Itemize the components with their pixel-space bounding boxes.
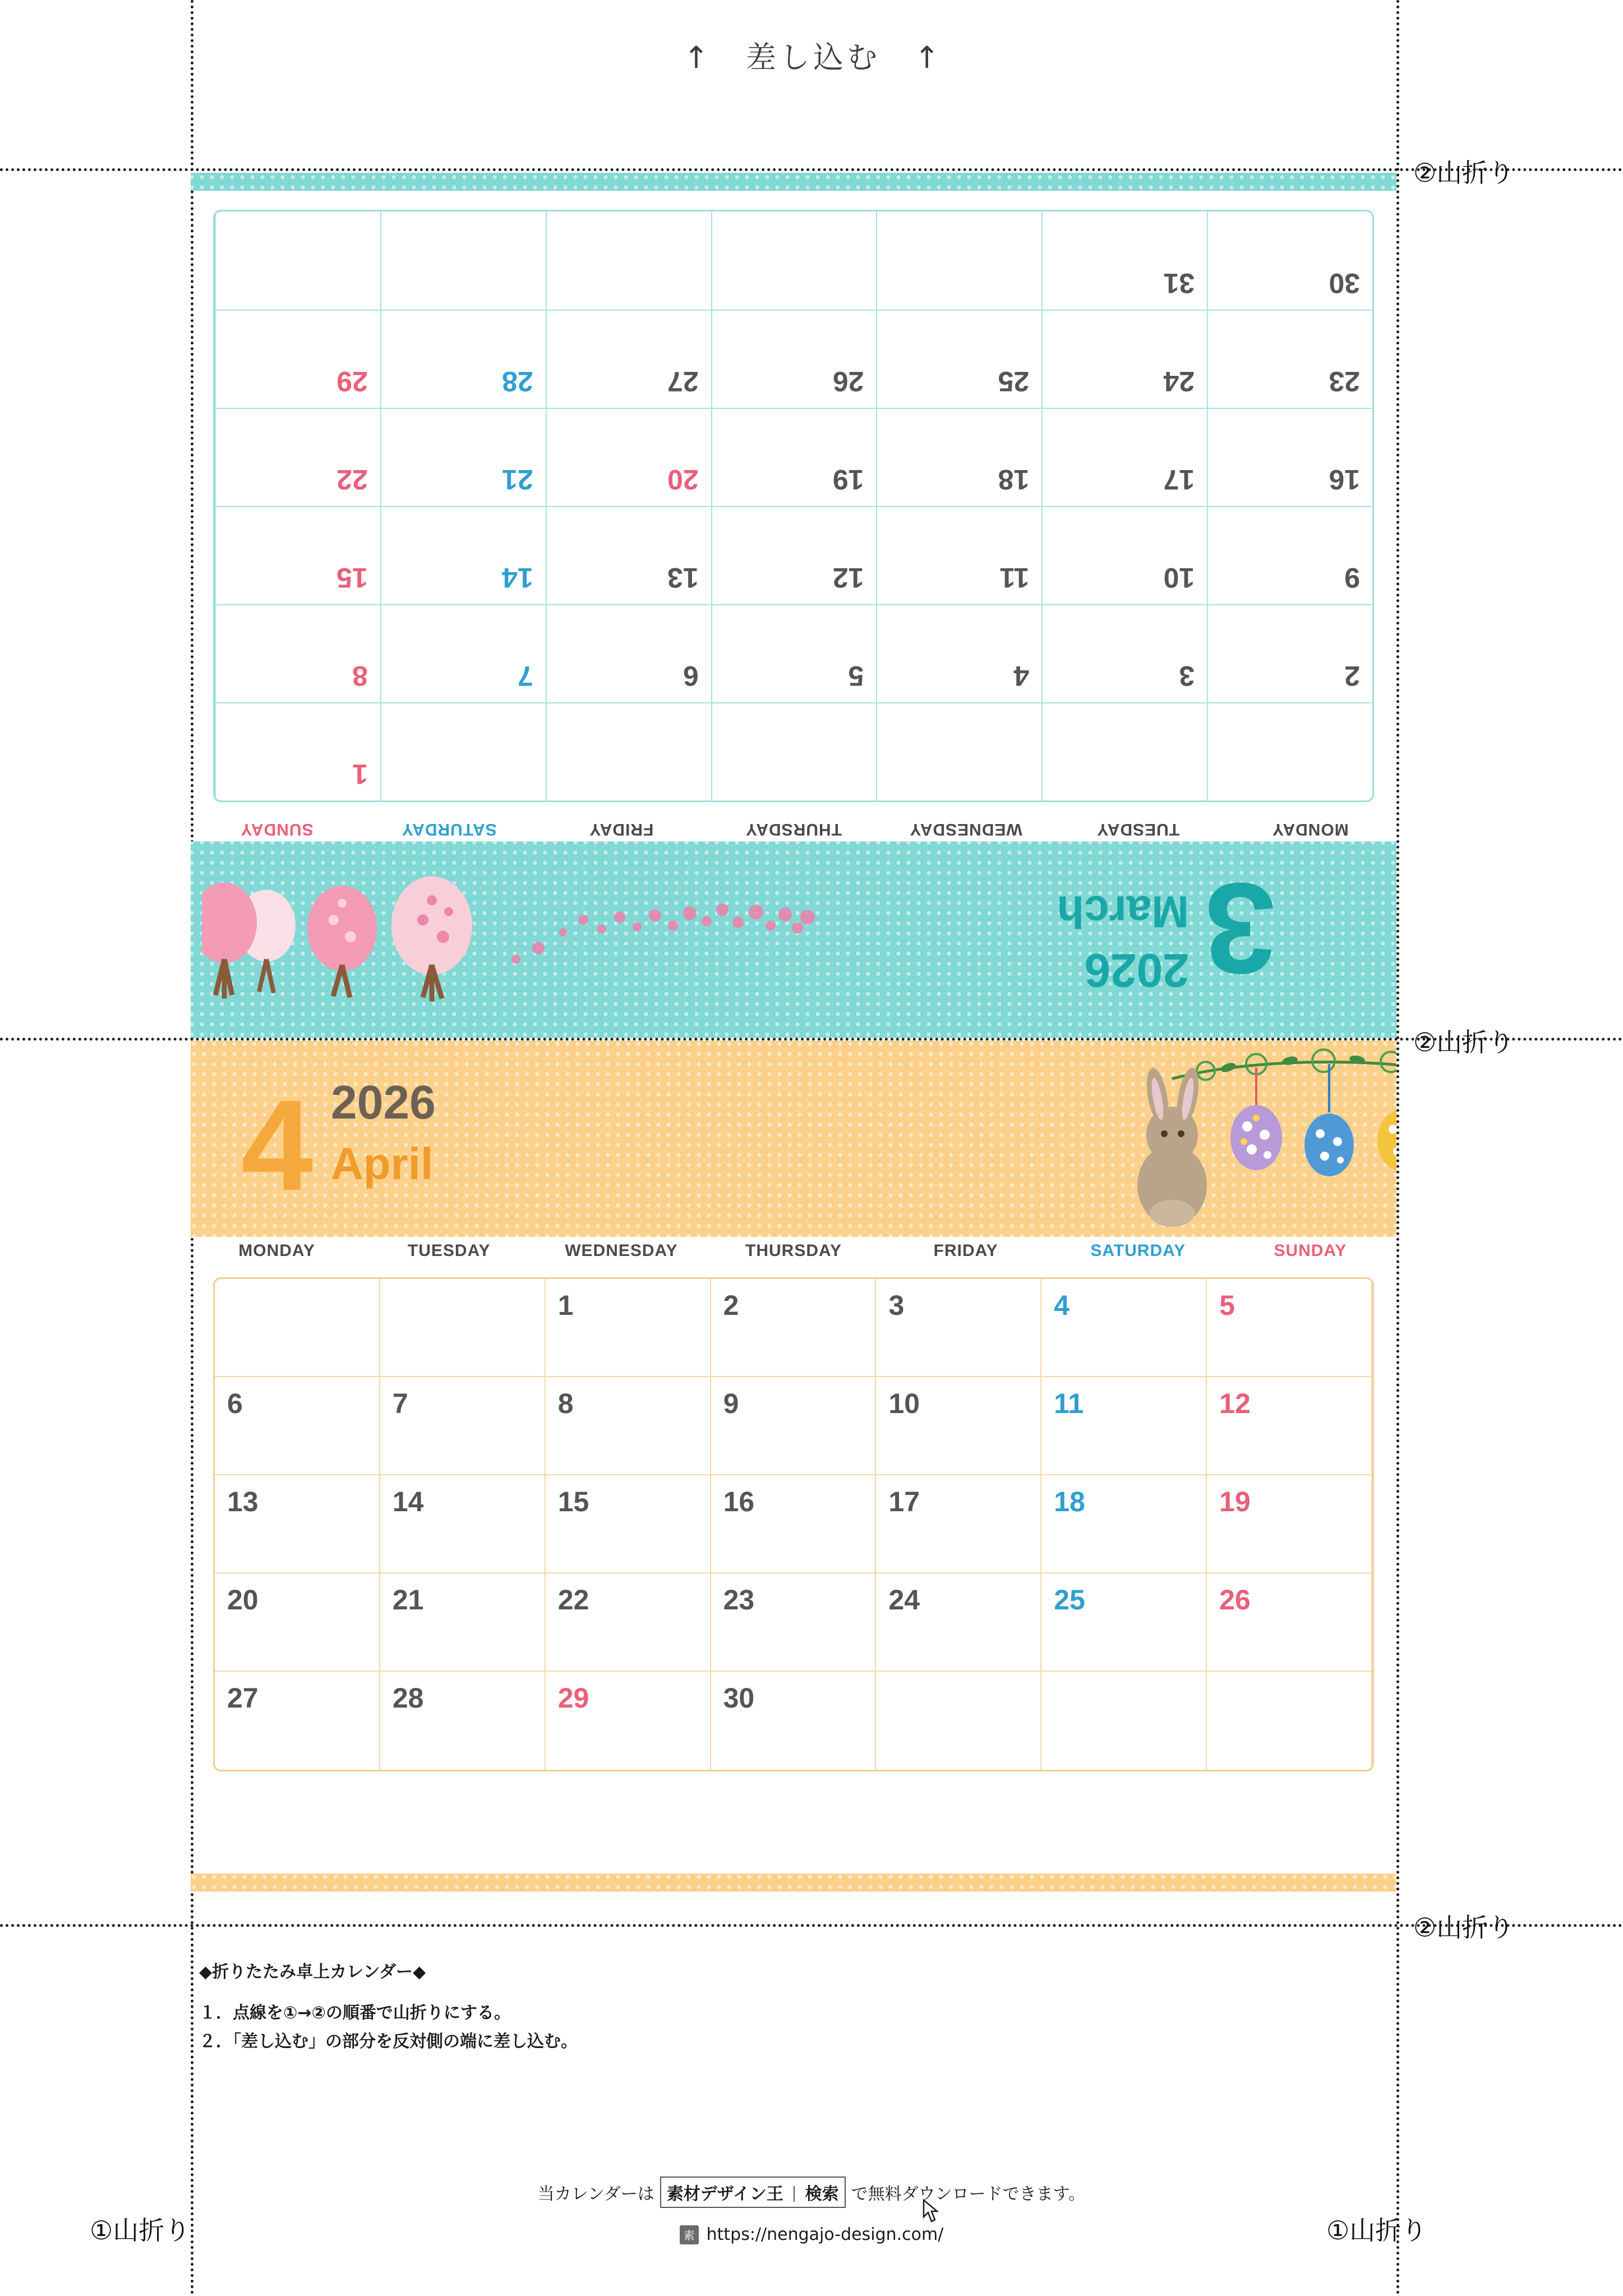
calendar-week-row xyxy=(215,1279,1372,1377)
calendar-week-row xyxy=(215,211,1372,310)
calendar-week-row xyxy=(215,1573,1372,1672)
day-number: 10 xyxy=(1163,562,1195,593)
day-cell[interactable] xyxy=(1041,1573,1207,1672)
day-cell[interactable] xyxy=(215,1573,380,1672)
day-number: 13 xyxy=(667,562,699,593)
day-cell[interactable] xyxy=(380,1377,546,1475)
day-number: 31 xyxy=(1163,268,1195,299)
month-name-april: April xyxy=(331,1139,434,1189)
day-cell[interactable] xyxy=(215,1279,380,1377)
cherry-blossom-decoration-icon xyxy=(202,847,875,1032)
day-number: 8 xyxy=(557,1388,574,1419)
day-number: 4 xyxy=(1013,660,1030,692)
instructions-line-1: １．点線を①→②の順番で山折りにする。 xyxy=(199,2003,511,2023)
search-keyword-box xyxy=(660,2177,846,2208)
day-number: 11 xyxy=(999,562,1030,593)
fold-label-lower: ②山折り xyxy=(1413,1912,1514,1943)
day-number: 15 xyxy=(557,1486,589,1517)
day-cell[interactable] xyxy=(546,310,711,408)
fold-label-top: ②山折り xyxy=(1413,158,1514,188)
day-cell[interactable] xyxy=(546,506,711,604)
weekday-label: TUESDAY xyxy=(407,1241,491,1260)
day-cell[interactable] xyxy=(1041,408,1207,506)
day-number: 17 xyxy=(888,1486,920,1517)
day-cell[interactable] xyxy=(215,310,380,408)
insert-instruction-text: ↑ 差し込む ↑ xyxy=(683,40,943,75)
day-number: 22 xyxy=(336,464,368,495)
day-cell[interactable] xyxy=(876,211,1041,310)
day-cell[interactable] xyxy=(1041,1672,1207,1770)
calendar-week-row xyxy=(215,408,1372,506)
day-cell[interactable] xyxy=(1207,211,1372,310)
calendar-week-row xyxy=(215,506,1372,604)
day-cell[interactable] xyxy=(711,702,877,800)
day-cell[interactable] xyxy=(380,1573,546,1672)
divider xyxy=(794,2186,795,2202)
day-number: 24 xyxy=(1163,366,1195,397)
site-favicon-icon: 素 xyxy=(680,2225,699,2244)
day-cell[interactable] xyxy=(380,1279,546,1377)
day-number: 15 xyxy=(336,562,368,593)
day-number: 21 xyxy=(502,464,533,495)
day-number: 5 xyxy=(1219,1290,1235,1321)
day-number: 30 xyxy=(723,1682,755,1714)
day-number: 29 xyxy=(557,1682,589,1714)
day-number: 9 xyxy=(723,1388,739,1419)
calendar-week-row xyxy=(215,1377,1372,1475)
weekday-label: SATURDAY xyxy=(401,820,497,839)
day-cell[interactable] xyxy=(876,310,1041,408)
instructions-title: ◆折りたたみ卓上カレンダー◆ xyxy=(199,1962,426,1982)
calendar-week-row xyxy=(215,702,1372,800)
day-cell[interactable] xyxy=(1207,506,1372,604)
day-number: 6 xyxy=(227,1388,243,1419)
mouse-cursor-icon xyxy=(923,2199,942,2224)
day-number: 9 xyxy=(1344,562,1360,593)
day-number: 1 xyxy=(352,758,368,790)
search-keyword-text: 素材デザイン王 xyxy=(666,2184,783,2204)
day-number: 16 xyxy=(1329,464,1360,495)
day-cell[interactable] xyxy=(1041,702,1207,800)
search-button-label: 検索 xyxy=(805,2184,839,2204)
day-number: 11 xyxy=(1054,1388,1084,1419)
day-cell[interactable] xyxy=(546,1475,711,1573)
calendar-week-row xyxy=(215,310,1372,408)
footer-url[interactable]: https://nengajo-design.com/ xyxy=(706,2225,944,2244)
calendar-grid-april xyxy=(213,1277,1374,1772)
day-cell[interactable] xyxy=(1041,1475,1207,1573)
fold-label-bottom-left: ①山折り xyxy=(90,2215,191,2246)
day-cell[interactable] xyxy=(546,1573,711,1672)
month-year-march: 2026 xyxy=(1084,944,1189,997)
weekday-header-row-march xyxy=(191,804,1396,839)
day-number: 12 xyxy=(832,562,864,593)
day-number: 7 xyxy=(392,1388,408,1419)
day-cell[interactable] xyxy=(1041,1377,1207,1475)
instructions-block xyxy=(199,1958,1209,2056)
day-number: 14 xyxy=(392,1486,424,1517)
day-cell[interactable] xyxy=(711,506,877,604)
day-cell[interactable] xyxy=(1207,1573,1372,1672)
day-cell[interactable] xyxy=(876,506,1041,604)
day-cell[interactable] xyxy=(876,408,1041,506)
calendar-grid-march xyxy=(213,210,1374,802)
day-number: 28 xyxy=(392,1682,424,1714)
footer xyxy=(0,2177,1623,2244)
day-number: 29 xyxy=(336,366,368,397)
month-footer-strip-march xyxy=(191,173,1396,191)
day-cell[interactable] xyxy=(711,1279,877,1377)
footer-prefix: 当カレンダーは xyxy=(537,2184,654,2204)
day-cell[interactable] xyxy=(876,1279,1041,1377)
day-number: 19 xyxy=(832,464,864,495)
fold-guide-vertical-right xyxy=(1396,0,1399,2296)
day-number: 25 xyxy=(998,366,1030,397)
day-number: 14 xyxy=(502,562,533,593)
day-cell[interactable] xyxy=(1207,310,1372,408)
day-cell[interactable] xyxy=(1207,604,1372,702)
day-cell[interactable] xyxy=(1207,1279,1372,1377)
weekday-label: MONDAY xyxy=(238,1241,315,1260)
month-header-band-march xyxy=(191,841,1396,1038)
month-year-april: 2026 xyxy=(331,1076,436,1129)
day-cell[interactable] xyxy=(215,211,380,310)
month-number-april: 4 xyxy=(241,1073,313,1217)
day-number: 2 xyxy=(1344,660,1360,692)
day-cell[interactable] xyxy=(380,408,546,506)
day-number: 23 xyxy=(1329,366,1360,397)
month-number-march: 3 xyxy=(1204,857,1276,1001)
day-cell[interactable] xyxy=(1041,1279,1207,1377)
calendar-week-row xyxy=(215,604,1372,702)
weekday-label: FRIDAY xyxy=(933,1241,998,1260)
day-cell[interactable] xyxy=(380,506,546,604)
day-cell[interactable] xyxy=(380,1475,546,1573)
day-number: 16 xyxy=(723,1486,755,1517)
month-panel-april xyxy=(191,1041,1396,1927)
weekday-header-row-april xyxy=(191,1241,1396,1276)
day-number: 2 xyxy=(723,1290,739,1321)
weekday-label: FRIDAY xyxy=(589,820,654,839)
weekday-label: THURSDAY xyxy=(745,820,842,839)
day-cell[interactable] xyxy=(711,1573,877,1672)
day-cell[interactable] xyxy=(1041,211,1207,310)
day-cell[interactable] xyxy=(1207,1672,1372,1770)
day-cell[interactable] xyxy=(711,604,877,702)
weekday-label: THURSDAY xyxy=(745,1241,842,1260)
day-cell[interactable] xyxy=(380,310,546,408)
footer-suffix: で無料ダウンロードできます。 xyxy=(851,2184,1086,2204)
day-cell[interactable] xyxy=(711,310,877,408)
day-number: 18 xyxy=(1054,1486,1085,1517)
day-number: 5 xyxy=(848,660,864,692)
day-number: 18 xyxy=(998,464,1030,495)
weekday-label: SUNDAY xyxy=(240,820,313,839)
day-cell[interactable] xyxy=(546,408,711,506)
day-cell[interactable] xyxy=(380,1672,546,1770)
day-cell[interactable] xyxy=(546,604,711,702)
weekday-label: SATURDAY xyxy=(1090,1241,1186,1260)
day-number: 7 xyxy=(517,660,533,692)
day-number: 12 xyxy=(1219,1388,1251,1419)
day-cell[interactable] xyxy=(711,1377,877,1475)
day-cell[interactable] xyxy=(1207,1377,1372,1475)
day-number: 13 xyxy=(227,1486,259,1517)
weekday-label: SUNDAY xyxy=(1274,1241,1347,1260)
day-number: 22 xyxy=(557,1584,589,1616)
day-number: 4 xyxy=(1054,1290,1070,1321)
day-number: 8 xyxy=(352,660,368,692)
day-number: 26 xyxy=(832,366,864,397)
day-cell[interactable] xyxy=(711,1475,877,1573)
instructions-line-2: ２．「差し込む」の部分を反対側の端に差し込む。 xyxy=(199,2032,578,2051)
day-cell[interactable] xyxy=(380,702,546,800)
day-cell[interactable] xyxy=(380,211,546,310)
day-number: 17 xyxy=(1163,464,1195,495)
day-cell[interactable] xyxy=(711,408,877,506)
day-number: 3 xyxy=(1179,660,1195,692)
fold-label-bottom-right: ①山折り xyxy=(1326,2215,1427,2246)
fold-label-middle: ②山折り xyxy=(1413,1027,1514,1057)
day-cell[interactable] xyxy=(1207,408,1372,506)
day-cell[interactable] xyxy=(1207,702,1372,800)
month-name-march: March xyxy=(1057,887,1189,937)
day-cell[interactable] xyxy=(876,702,1041,800)
day-cell[interactable] xyxy=(380,604,546,702)
day-cell[interactable] xyxy=(546,702,711,800)
weekday-label: TUESDAY xyxy=(1096,820,1180,839)
calendar-week-row xyxy=(215,1475,1372,1573)
day-cell[interactable] xyxy=(876,1672,1041,1770)
day-cell[interactable] xyxy=(711,211,877,310)
weekday-label: WEDNESDAY xyxy=(565,1241,678,1260)
day-number: 26 xyxy=(1219,1584,1251,1616)
day-cell[interactable] xyxy=(1207,1475,1372,1573)
day-cell[interactable] xyxy=(215,506,380,604)
day-cell[interactable] xyxy=(1041,506,1207,604)
day-cell[interactable] xyxy=(1041,604,1207,702)
month-footer-strip-april xyxy=(191,1874,1396,1892)
day-cell[interactable] xyxy=(876,604,1041,702)
day-cell[interactable] xyxy=(1041,310,1207,408)
day-cell[interactable] xyxy=(876,1377,1041,1475)
day-number: 6 xyxy=(683,660,699,692)
day-number: 30 xyxy=(1329,268,1360,299)
day-number: 27 xyxy=(227,1682,259,1714)
day-number: 20 xyxy=(227,1584,259,1616)
day-cell[interactable] xyxy=(711,1672,877,1770)
day-number: 28 xyxy=(502,366,533,397)
day-number: 25 xyxy=(1054,1584,1085,1616)
day-cell[interactable] xyxy=(215,1672,380,1770)
month-header-band-april xyxy=(191,1041,1396,1237)
day-cell[interactable] xyxy=(546,211,711,310)
day-cell[interactable] xyxy=(546,1279,711,1377)
weekday-label: MONDAY xyxy=(1272,820,1349,839)
day-number: 27 xyxy=(667,366,699,397)
day-cell[interactable] xyxy=(215,408,380,506)
day-number: 10 xyxy=(888,1388,920,1419)
day-number: 24 xyxy=(888,1584,920,1616)
day-cell[interactable] xyxy=(215,702,380,800)
day-number: 23 xyxy=(723,1584,755,1616)
day-number: 1 xyxy=(557,1290,574,1321)
day-number: 3 xyxy=(888,1290,905,1321)
day-cell[interactable] xyxy=(546,1377,711,1475)
weekday-label: WEDNESDAY xyxy=(909,820,1022,839)
day-cell[interactable] xyxy=(215,1377,380,1475)
day-cell[interactable] xyxy=(546,1672,711,1770)
day-cell[interactable] xyxy=(215,604,380,702)
day-number: 19 xyxy=(1219,1486,1251,1517)
day-number: 20 xyxy=(667,464,699,495)
day-cell[interactable] xyxy=(876,1475,1041,1573)
day-cell[interactable] xyxy=(876,1573,1041,1672)
day-cell[interactable] xyxy=(215,1475,380,1573)
calendar-week-row xyxy=(215,1672,1372,1770)
easter-bunnies-decoration-icon xyxy=(1088,1045,1396,1236)
day-number: 21 xyxy=(392,1584,424,1616)
month-panel-march xyxy=(191,171,1396,1038)
